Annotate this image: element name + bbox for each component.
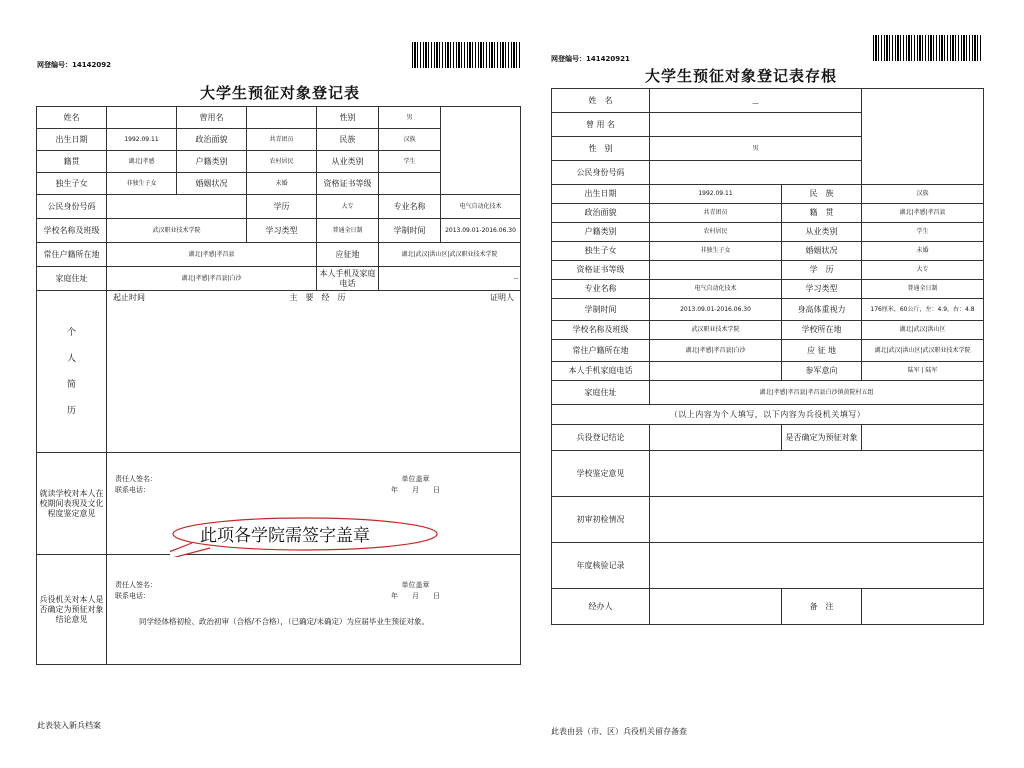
callout-text: 此项各学院需签字盖章 — [200, 526, 370, 546]
value-school-class: 武汉职业技术学院 — [107, 219, 247, 243]
stub-label-former-name: 曾 用 名 — [552, 113, 650, 137]
label-native-place: 籍贯 — [37, 151, 107, 173]
stub-label-confirmed-prospect: 是否确定为预征对象 — [782, 425, 862, 451]
value-former-name — [247, 107, 317, 129]
stub-value-school-location: 湖北|武汉|洪山区 — [862, 321, 984, 340]
value-hukou-location: 湖北|孝感|孝昌县 — [107, 243, 317, 267]
stub-value-qualification-level — [650, 261, 782, 280]
stub-label-remarks: 备 注 — [782, 589, 862, 625]
value-political-status: 共青团员 — [247, 129, 317, 151]
stub-label-school-class: 学校名称及班级 — [552, 321, 650, 340]
label-school-class: 学校名称及班级 — [37, 219, 107, 243]
military-signer: 责任人签名： — [115, 580, 157, 589]
stub-label-phone: 本人手机家庭电话 — [552, 362, 650, 381]
stub-value-name: __ — [650, 89, 862, 113]
stub-value-political-status: 共青团员 — [650, 204, 782, 223]
stub-label-qualification-level: 资格证书等级 — [552, 261, 650, 280]
stub-label-political-status: 政治面貌 — [552, 204, 650, 223]
stub-value-annual-review — [650, 543, 984, 589]
resume-col-period: 起止时间 — [113, 293, 145, 302]
stub-label-gender: 性 别 — [552, 137, 650, 161]
value-birth-date: 1992.09.11 — [107, 129, 177, 151]
registration-number-right: 网登编号：141420921 — [551, 55, 630, 63]
stub-label-birth-date: 出生日期 — [552, 185, 650, 204]
stub-value-phone — [650, 362, 782, 381]
stub-label-home-address: 家庭住址 — [552, 381, 650, 405]
label-military-conclusion: 兵役机关对本人是否确定为预征对象结论意见 — [37, 555, 107, 665]
stub-value-marital-status: 未婚 — [862, 242, 984, 261]
value-major: 电气自动化技术 — [441, 195, 521, 219]
stub-value-hukou-type: 农村居民 — [650, 223, 782, 242]
stub-value-only-child: 非独生子女 — [650, 242, 782, 261]
label-name: 姓名 — [37, 107, 107, 129]
stub-form-table — [551, 88, 984, 625]
resume-label-char: 个 — [66, 327, 76, 338]
military-seal: 单位盖章 — [401, 580, 430, 589]
label-only-child: 独生子女 — [37, 173, 107, 195]
stub-label-employment-type: 从业类别 — [782, 223, 862, 242]
footer-left: 此表装入新兵档案 — [37, 721, 101, 730]
stub-value-id-number — [650, 161, 862, 185]
stub-label-hukou-location: 常住户籍所在地 — [552, 340, 650, 362]
label-hukou-type: 户籍类别 — [177, 151, 247, 173]
footer-right: 此表由县（市、区）兵役机关留存备查 — [551, 727, 687, 736]
label-birth-date: 出生日期 — [37, 129, 107, 151]
stub-label-marital-status: 婚姻状况 — [782, 242, 862, 261]
stub-label-name: 姓 名 — [552, 89, 650, 113]
form-title-right: 大学生预征对象登记表存根 — [645, 67, 838, 85]
stub-label-study-type: 学习类型 — [782, 280, 862, 299]
stub-value-study-type: 普通全日制 — [862, 280, 984, 299]
value-hukou-type: 农村居民 — [247, 151, 317, 173]
stub-value-remarks — [862, 589, 984, 625]
stub-value-registration-result — [650, 425, 782, 451]
stub-value-ethnicity: 汉族 — [862, 185, 984, 204]
military-contact: 联系电话： — [115, 591, 150, 600]
label-home-address: 家庭住址 — [37, 267, 107, 291]
school-eval-date: 年 月 日 — [391, 485, 440, 494]
value-study-period: 2013.09.01-2016.06.30 — [441, 219, 521, 243]
registration-form-table — [36, 106, 521, 665]
stub-label-annual-review: 年度核验记录 — [552, 543, 650, 589]
label-id-number: 公民身份号码 — [37, 195, 107, 219]
value-marital-status: 未婚 — [247, 173, 317, 195]
stub-value-major: 电气自动化技术 — [650, 280, 782, 299]
value-name — [107, 107, 177, 129]
resume-label-char: 历 — [66, 405, 76, 416]
stub-value-former-name — [650, 113, 862, 137]
label-hukou-location: 常住户籍所在地 — [37, 243, 107, 267]
stub-value-gender: 男 — [650, 137, 862, 161]
form-title-left: 大学生预征对象登记表 — [200, 84, 361, 102]
stub-value-service-intent: 陆军 | 陆军 — [862, 362, 984, 381]
value-ethnicity: 汉族 — [379, 129, 441, 151]
value-education: 大专 — [317, 195, 379, 219]
label-major: 专业名称 — [379, 195, 441, 219]
label-phone: 本人手机及家庭电话 — [317, 267, 379, 291]
value-only-child: 非独生子女 — [107, 173, 177, 195]
value-phone: -- — [379, 267, 521, 291]
stub-value-height-vision: 176厘米，60公斤，左：4.9，右：4.8 — [862, 299, 984, 321]
resume-content — [107, 291, 521, 453]
label-qualification-level: 资格证书等级 — [317, 173, 379, 195]
school-eval-signer: 责任人签名： — [115, 474, 157, 483]
stub-label-education: 学 历 — [782, 261, 862, 280]
stub-label-conscription-place: 应 征 地 — [782, 340, 862, 362]
stub-label-native-place: 籍 贯 — [782, 204, 862, 223]
stub-value-education: 大专 — [862, 261, 984, 280]
stub-value-initial-check — [650, 497, 984, 543]
stub-value-employment-type: 学生 — [862, 223, 984, 242]
value-study-type: 普通全日制 — [317, 219, 379, 243]
resume-col-witness: 证明人 — [490, 293, 514, 302]
label-employment-type: 从业类别 — [317, 151, 379, 173]
stub-value-confirmed-prospect — [862, 425, 984, 451]
stub-photo-box — [862, 89, 984, 185]
military-conclusion-content — [107, 555, 521, 665]
stub-value-handler — [650, 589, 782, 625]
stub-label-school-opinion: 学校鉴定意见 — [552, 451, 650, 497]
registration-number-left: 网登编号：14142092 — [37, 61, 111, 69]
value-gender: 男 — [379, 107, 441, 129]
resume-label — [37, 291, 107, 453]
stub-label-major: 专业名称 — [552, 280, 650, 299]
label-political-status: 政治面貌 — [177, 129, 247, 151]
photo-box — [441, 107, 521, 195]
stub-label-height-vision: 身高体重视力 — [782, 299, 862, 321]
stub-value-school-opinion — [650, 451, 984, 497]
stub-label-initial-check: 初审初检情况 — [552, 497, 650, 543]
resume-label-char: 简 — [66, 379, 76, 390]
barcode-right — [873, 35, 983, 61]
stub-label-handler: 经办人 — [552, 589, 650, 625]
resume-col-main: 主 要 经 历 — [289, 293, 346, 302]
label-conscription-place: 应征地 — [317, 243, 379, 267]
stub-label-registration-result: 兵役登记结论 — [552, 425, 650, 451]
stub-value-birth-date: 1992.09.11 — [650, 185, 782, 204]
label-education: 学历 — [247, 195, 317, 219]
stub-label-study-period: 学制时间 — [552, 299, 650, 321]
resume-label-char: 人 — [66, 353, 76, 364]
stub-value-conscription-place: 湖北|武汉|洪山区|武汉职业技术学院 — [862, 340, 984, 362]
barcode-left — [412, 42, 520, 68]
value-qualification-level — [379, 173, 441, 195]
stub-label-ethnicity: 民 族 — [782, 185, 862, 204]
label-ethnicity: 民族 — [317, 129, 379, 151]
label-study-type: 学习类型 — [247, 219, 317, 243]
value-native-place: 湖北|孝感 — [107, 151, 177, 173]
stub-label-only-child: 独生子女 — [552, 242, 650, 261]
school-eval-contact: 联系电话： — [115, 485, 150, 494]
military-date: 年 月 日 — [391, 591, 440, 600]
stub-value-native-place: 湖北|孝感|孝昌县 — [862, 204, 984, 223]
school-eval-seal: 单位盖章 — [401, 474, 430, 483]
value-employment-type: 学生 — [379, 151, 441, 173]
label-marital-status: 婚姻状况 — [177, 173, 247, 195]
value-conscription-place: 湖北|武汉|洪山区|武汉职业技术学院 — [379, 243, 521, 267]
stub-label-school-location: 学校所在地 — [782, 321, 862, 340]
stub-fill-note: （以上内容为个人填写，以下内容为兵役机关填写） — [552, 405, 984, 425]
military-conclusion-statement: 同学经体格初检、政治初审（合格/不合格），（已确定/未确定）为应届毕业生预征对象。 — [139, 616, 430, 626]
stub-label-service-intent: 参军意向 — [782, 362, 862, 381]
value-home-address: 湖北|孝感|孝昌县|白沙 — [107, 267, 317, 291]
label-former-name: 曾用名 — [177, 107, 247, 129]
stub-label-id-number: 公民身份号码 — [552, 161, 650, 185]
stub-value-study-period: 2013.09.01-2016.06.30 — [650, 299, 782, 321]
stub-value-hukou-location: 湖北|孝感|孝昌县|白沙 — [650, 340, 782, 362]
value-id-number — [107, 195, 247, 219]
label-school-evaluation: 就读学校对本人在校期间表现及文化程度鉴定意见 — [37, 453, 107, 555]
label-gender: 性别 — [317, 107, 379, 129]
stub-label-hukou-type: 户籍类别 — [552, 223, 650, 242]
label-study-period: 学制时间 — [379, 219, 441, 243]
stub-value-home-address: 湖北|孝感|孝昌县|孝昌县白沙镇黄院村五组 — [650, 381, 984, 405]
stub-value-school-class: 武汉职业技术学院 — [650, 321, 782, 340]
